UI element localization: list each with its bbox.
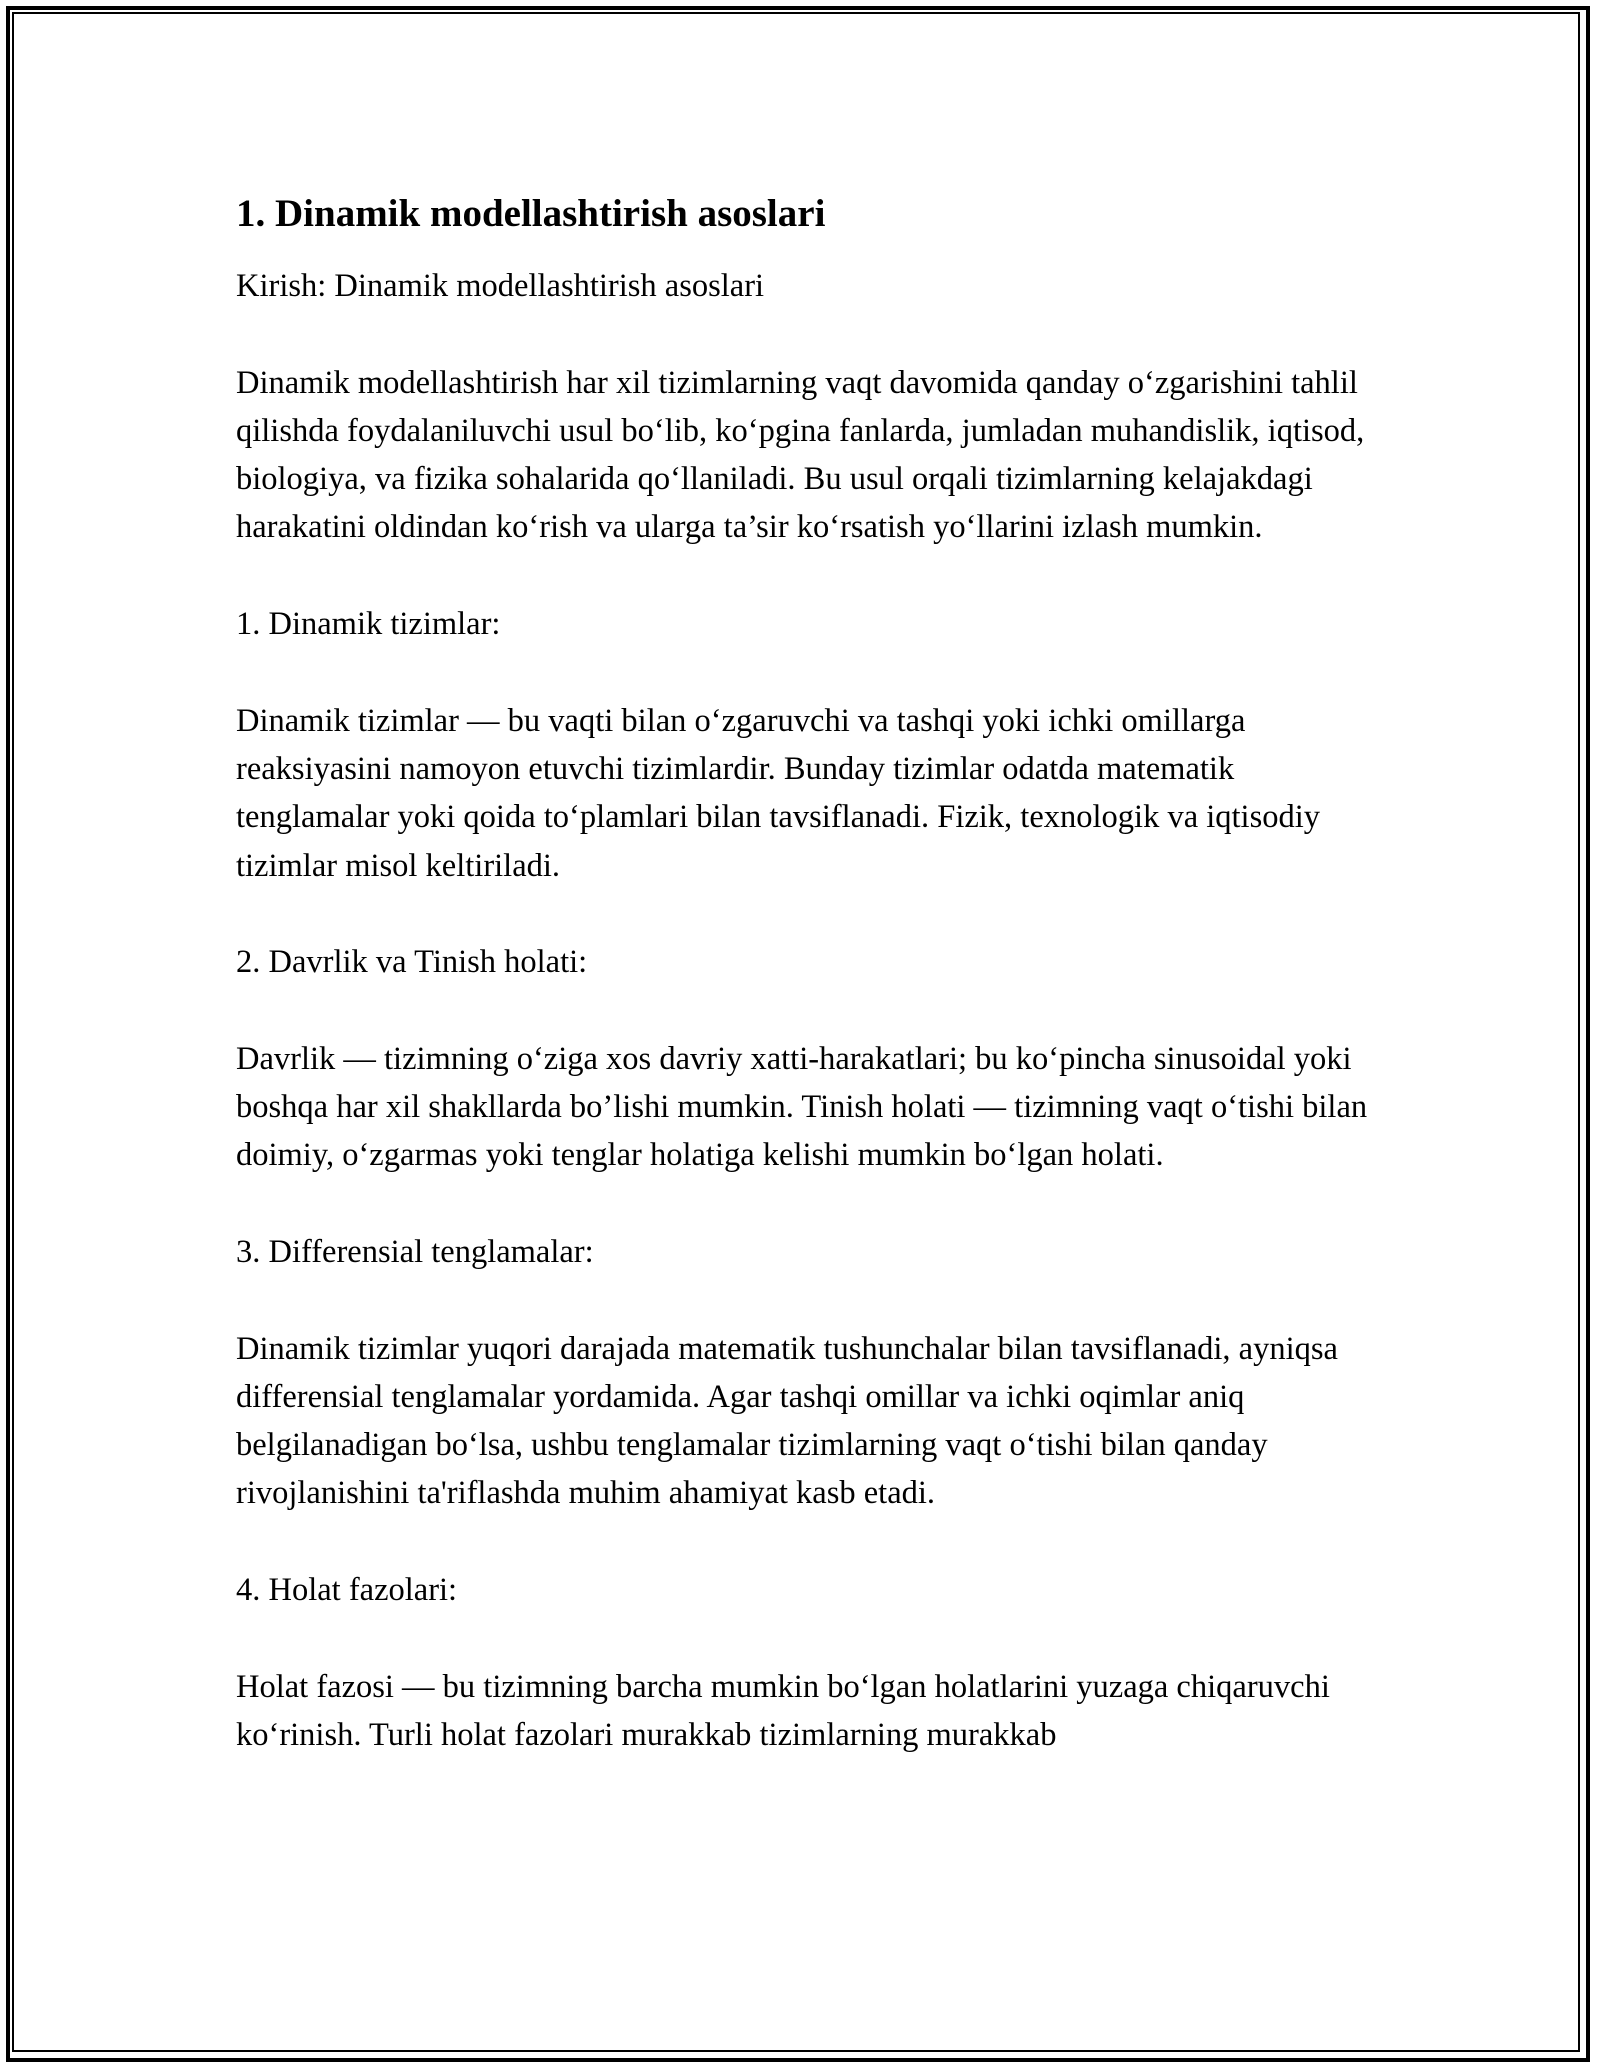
- section-heading-dynamic-systems: 1. Dinamik tizimlar:: [236, 606, 501, 643]
- paragraph-intro-text: Dinamik modellashtirish har xil tizimlarning vaqt davomida qanday o‘zgarishini tahlil qilishda foydalaniluvchi usul bo‘lib, ko‘pgina fanlarda, jumladan muhandislik, iqtisod, biologiya, va fizika sohalarida qo‘llaniladi. Bu usul orqali tizimlarning kelajakdagi harakatini oldindan ko‘rish va ularga ta’sir ko‘rsatish yo‘llarini izlash mumkin.: [236, 364, 1365, 546]
- section-heading-periodicity: 2. Davrlik va Tinish holati:: [236, 944, 588, 981]
- document-body: [236, 190, 1386, 1759]
- paragraph-differential-equations: Dinamik tizimlar yuqori darajada matematik tushunchalar bilan tavsiflanadi, ayniqsa differensial tenglamalar yordamida. Agar tashqi omillar va ichki oqimlar aniq belgilanadigan bo‘lsa, ushbu tenglamalar tizimlarning vaqt o‘tishi bilan qanday rivojlanishini ta'riflashda muhim ahamiyat kasb etadi.: [236, 1330, 1338, 1512]
- paragraph-periodicity: Davrlik — tizimning o‘ziga xos davriy xatti-harakatlari; bu ko‘pincha sinusoidal yoki boshqa har xil shakllarda bo’lishi mumkin. Tinish holati — tizimning vaqt o‘tishi bilan doimiy, o‘zgarmas yoki tenglar holatiga kelishi mumkin bo‘lgan holati.: [236, 1040, 1368, 1174]
- document-title: 1. Dinamik modellashtirish asoslari: [236, 192, 826, 235]
- intro-line: Kirish: Dinamik modellashtirish asoslari: [236, 268, 765, 304]
- section-heading-differential-equations: 3. Differensial tenglamalar:: [236, 1233, 594, 1270]
- paragraph-state-spaces: Holat fazosi — bu tizimning barcha mumkin bo‘lgan holatlarini yuzaga chiqaruvchi ko‘rinish. Turli holat fazolari murakkab tizimlarning murakkab: [236, 1668, 1330, 1753]
- paragraph-dynamic-systems: Dinamik tizimlar — bu vaqti bilan o‘zgaruvchi va tashqi yoki ichki omillarga reaksiyasini namoyon etuvchi tizimlardir. Bunday tizimlar odatda matematik tenglamalar yoki qoida to‘plamlari bilan tavsiflanadi. Fizik, texnologik va iqtisodiy tizimlar misol keltiriladi.: [236, 702, 1321, 884]
- section-heading-state-spaces: 4. Holat fazolari:: [236, 1572, 458, 1609]
